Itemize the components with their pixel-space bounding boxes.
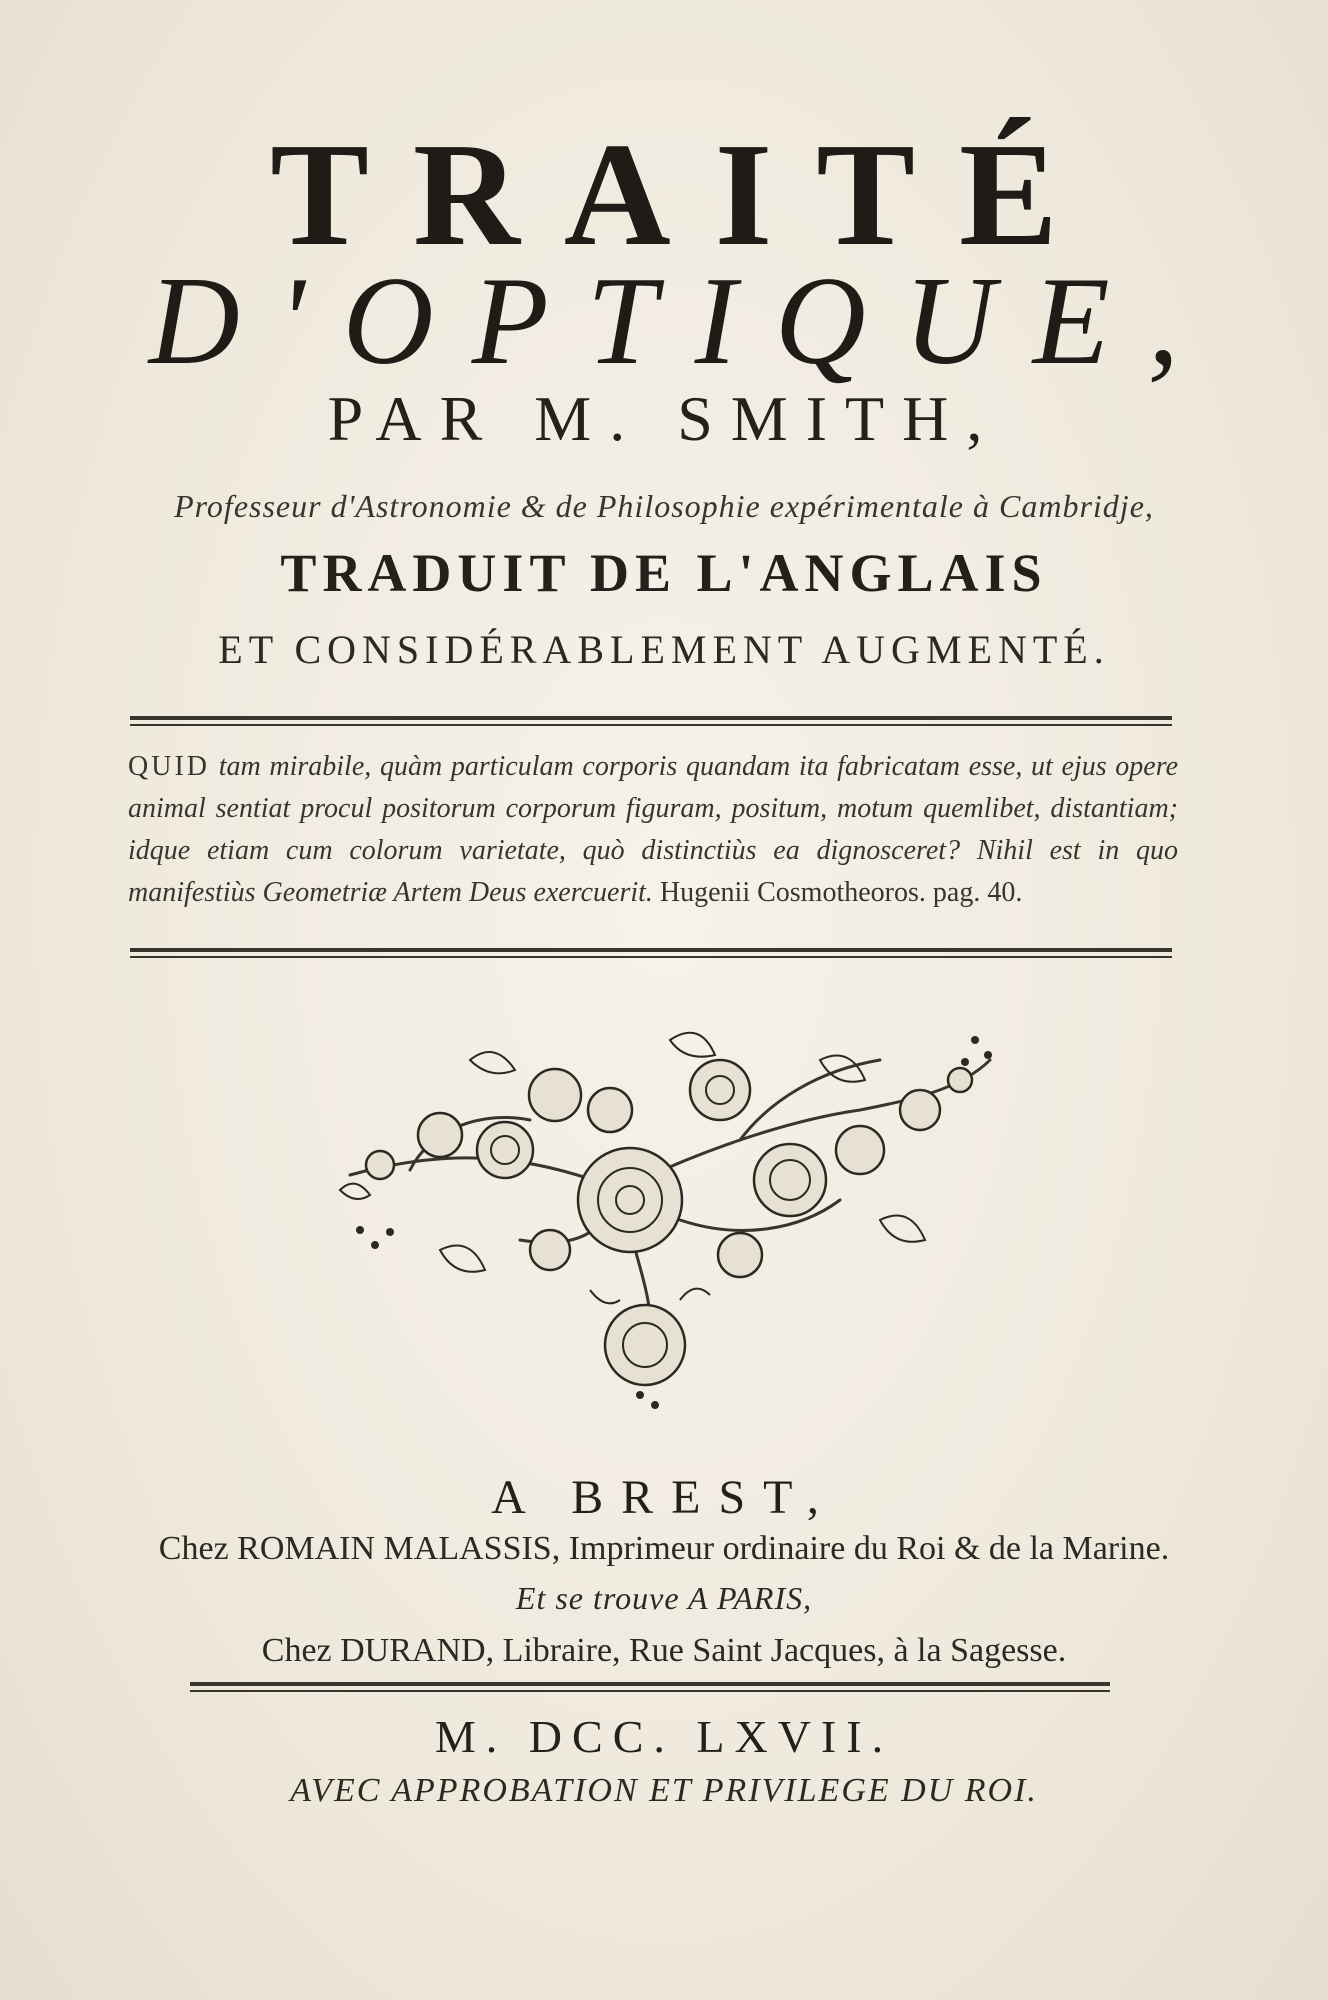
author-profession: Professeur d'Astronomie & de Philosophie expérimentale à Cambridje, [174, 488, 1154, 524]
epigraph-text: tam mirabile, quàm particulam corporis quandam ita fabricatam esse, ut ejus opere animal sentiat procul positorum corporum figuram, positum, motum quemlibet, distantiam; idque etiam cum colorum varietate, quò distinctiùs ea dignosceret? Nihil est in quo manifestiùs Geometriæ Artem Deus exercuerit. [128, 751, 1178, 908]
divider-rule-middle [130, 948, 1172, 958]
imprint-bookseller: Chez DURAND, Libraire, Rue Saint Jacques, à la Sagesse. [261, 1632, 1067, 1669]
imprint-printer: Chez ROMAIN MALASSIS, Imprimeur ordinaire du Roi & de la Marine. [158, 1530, 1170, 1567]
imprint-also-sold: Et se trouve A PARIS, [515, 1580, 813, 1616]
imprint-year: M. DCC. LXVII. [434, 1711, 894, 1762]
augmentation-note: ET CONSIDÉRABLEMENT AUGMENTÉ. [218, 627, 1110, 672]
latin-epigraph [128, 746, 1178, 914]
translation-note: TRADUIT DE L'ANGLAIS [280, 543, 1048, 603]
royal-approval: AVEC APPROBATION ET PRIVILEGE DU ROI. [290, 1772, 1038, 1809]
imprint-city: A BREST, [491, 1471, 837, 1524]
floral-ornament [320, 1000, 1010, 1420]
divider-rule-bottom [190, 1682, 1110, 1692]
author-line: PAR M. SMITH, [327, 383, 1001, 454]
title-line-1: TRAITÉ [270, 113, 1102, 277]
epigraph-citation: Hugenii Cosmotheoros. pag. 40. [659, 877, 1023, 908]
divider-rule-top [130, 716, 1172, 726]
title-line-2: D'OPTIQUE, [148, 252, 1218, 391]
epigraph-lead-word: QUID [128, 751, 210, 782]
